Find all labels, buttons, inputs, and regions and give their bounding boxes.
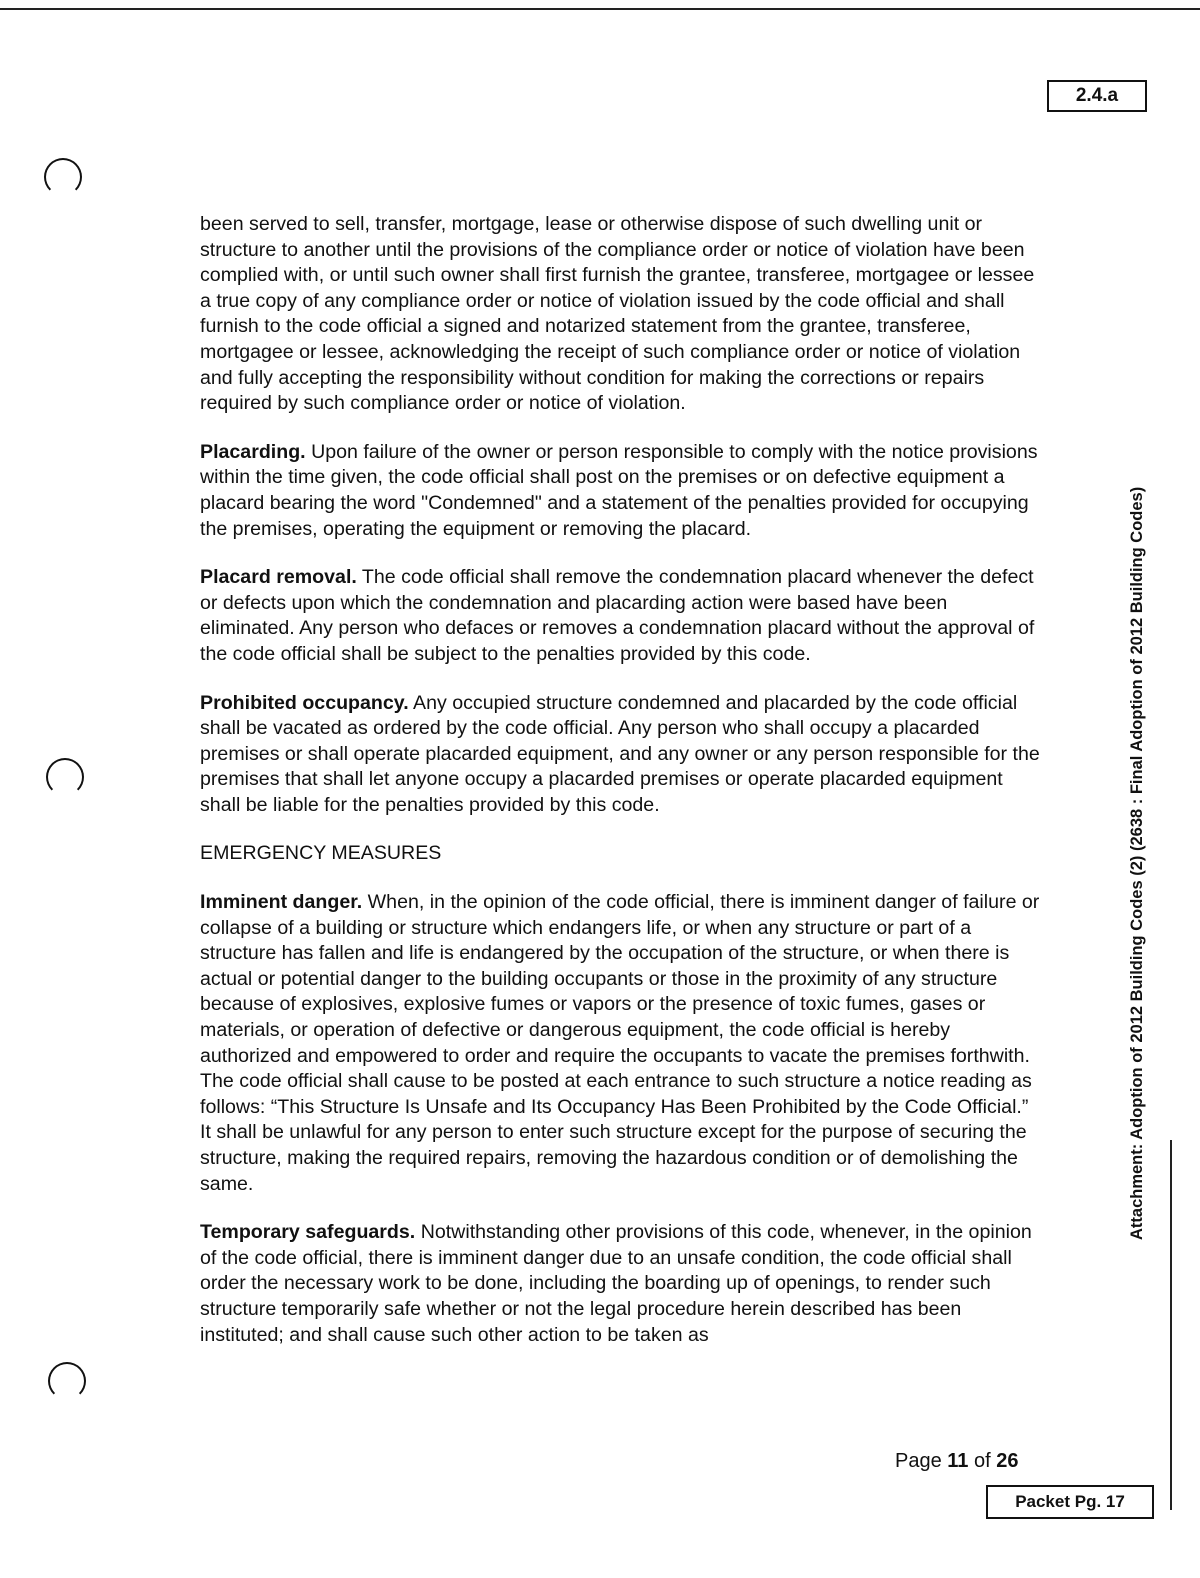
- binder-hole-icon: [44, 158, 82, 196]
- top-border-line: [0, 8, 1200, 10]
- binder-hole-icon: [46, 758, 84, 796]
- paragraph-lead: Prohibited occupancy.: [200, 691, 409, 714]
- attachment-side-caption: Attachment: Adoption of 2012 Building Codes (2) (2638 : Final Adoption of 2012 Building Codes): [1128, 486, 1146, 1240]
- paragraph-temporary-safeguards: [200, 1220, 1040, 1348]
- paragraph-text: When, in the opinion of the code official, there is imminent danger of failure or collapse of a building or structure which endangers life, or when any structure or part of a structure has fallen and life is endangered by the occupation of the structure, or when there is actual or potential danger to the building occupants or those in the proximity of any structure because of explosives, explosive fumes or vapors or the presence of toxic fumes, gases or materials, or operation of defective or dangerous equipment, the code official is hereby authorized and empowered to order and require the occupants to vacate the premises forthwith. The code official shall cause to be posted at each entrance to such structure a notice reading as follows: “This Structure Is Unsafe and Its Occupancy Has Been Prohibited by the Code Official.” It shall be unlawful for any person to enter such structure except for the purpose of securing the structure, making the required repairs, removing the hazardous condition or of demolishing the same.: [200, 891, 1040, 1195]
- side-border-line: [1170, 1140, 1172, 1510]
- document-body: [200, 212, 1040, 1371]
- paragraph-placarding: [200, 440, 1040, 542]
- paragraph-text: Upon failure of the owner or person responsible to comply with the notice provisions within the time given, the code official shall post on the premises or on defective equipment a placard bearing the word "Condemned" and a statement of the penalties provided for occupying the premises, operating the equipment or removing the placard.: [200, 440, 1038, 540]
- paragraph-imminent-danger: [200, 890, 1040, 1197]
- page-of: of: [968, 1450, 997, 1472]
- paragraph-lead: Temporary safeguards.: [200, 1221, 416, 1244]
- agenda-item-tag: 2.4.a: [1047, 80, 1147, 112]
- packet-page-label: Packet Pg. 17: [986, 1485, 1154, 1519]
- paragraph-lead: Placarding.: [200, 440, 306, 463]
- paragraph-continuation: [200, 212, 1040, 417]
- paragraph-lead: Imminent danger.: [200, 891, 363, 914]
- page-total: 26: [996, 1450, 1019, 1472]
- page-current: 11: [947, 1450, 969, 1472]
- section-heading: EMERGENCY MEASURES: [200, 842, 442, 865]
- page-number: [895, 1450, 1018, 1473]
- paragraph-text: Notwithstanding other provisions of this code, whenever, in the opinion of the code official, there is imminent danger due to an unsafe condition, the code official shall order the necessary work to be done, including the boarding up of openings, to render such structure temporarily safe whether or not the legal procedure herein described has been instituted; and shall cause such other action to be taken as: [200, 1221, 1032, 1346]
- page-prefix: Page: [895, 1450, 948, 1472]
- paragraph-placard-removal: [200, 565, 1040, 667]
- binder-hole-icon: [48, 1362, 86, 1400]
- paragraph-prohibited-occupancy: [200, 691, 1040, 819]
- paragraph-lead: Placard removal.: [200, 566, 357, 589]
- paragraph-text: Any occupied structure condemned and placarded by the code official shall be vacated as ordered by the code official. Any person who shall occupy a placarded premises or shall operate placarded equipment, and any owner or any person responsible for the premises that shall let anyone occupy a placarded premises or operate placarded equipment shall be liable for the penalties provided by this code.: [200, 691, 1040, 816]
- paragraph-text: been served to sell, transfer, mortgage, lease or otherwise dispose of such dwelling unit or structure to another until the provisions of the compliance order or notice of violation have been complied with, or until such owner shall first furnish the grantee, transferee, mortgagee or lessee a true copy of any compliance order or notice of violation issued by the code official and shall furnish to the code official a signed and notarized statement from the grantee, transferee, mortgagee or lessee, acknowledging the receipt of such compliance order or notice of violation and fully accepting the responsibility without condition for making the corrections or repairs required by such compliance order or notice of violation.: [200, 213, 1035, 415]
- paragraph-text: The code official shall remove the condemnation placard whenever the defect or defects upon which the condemnation and placarding action were based have been eliminated. Any person who defaces or removes a condemnation placard without the approval of the code official shall be subject to the penalties provided by this code.: [200, 566, 1035, 665]
